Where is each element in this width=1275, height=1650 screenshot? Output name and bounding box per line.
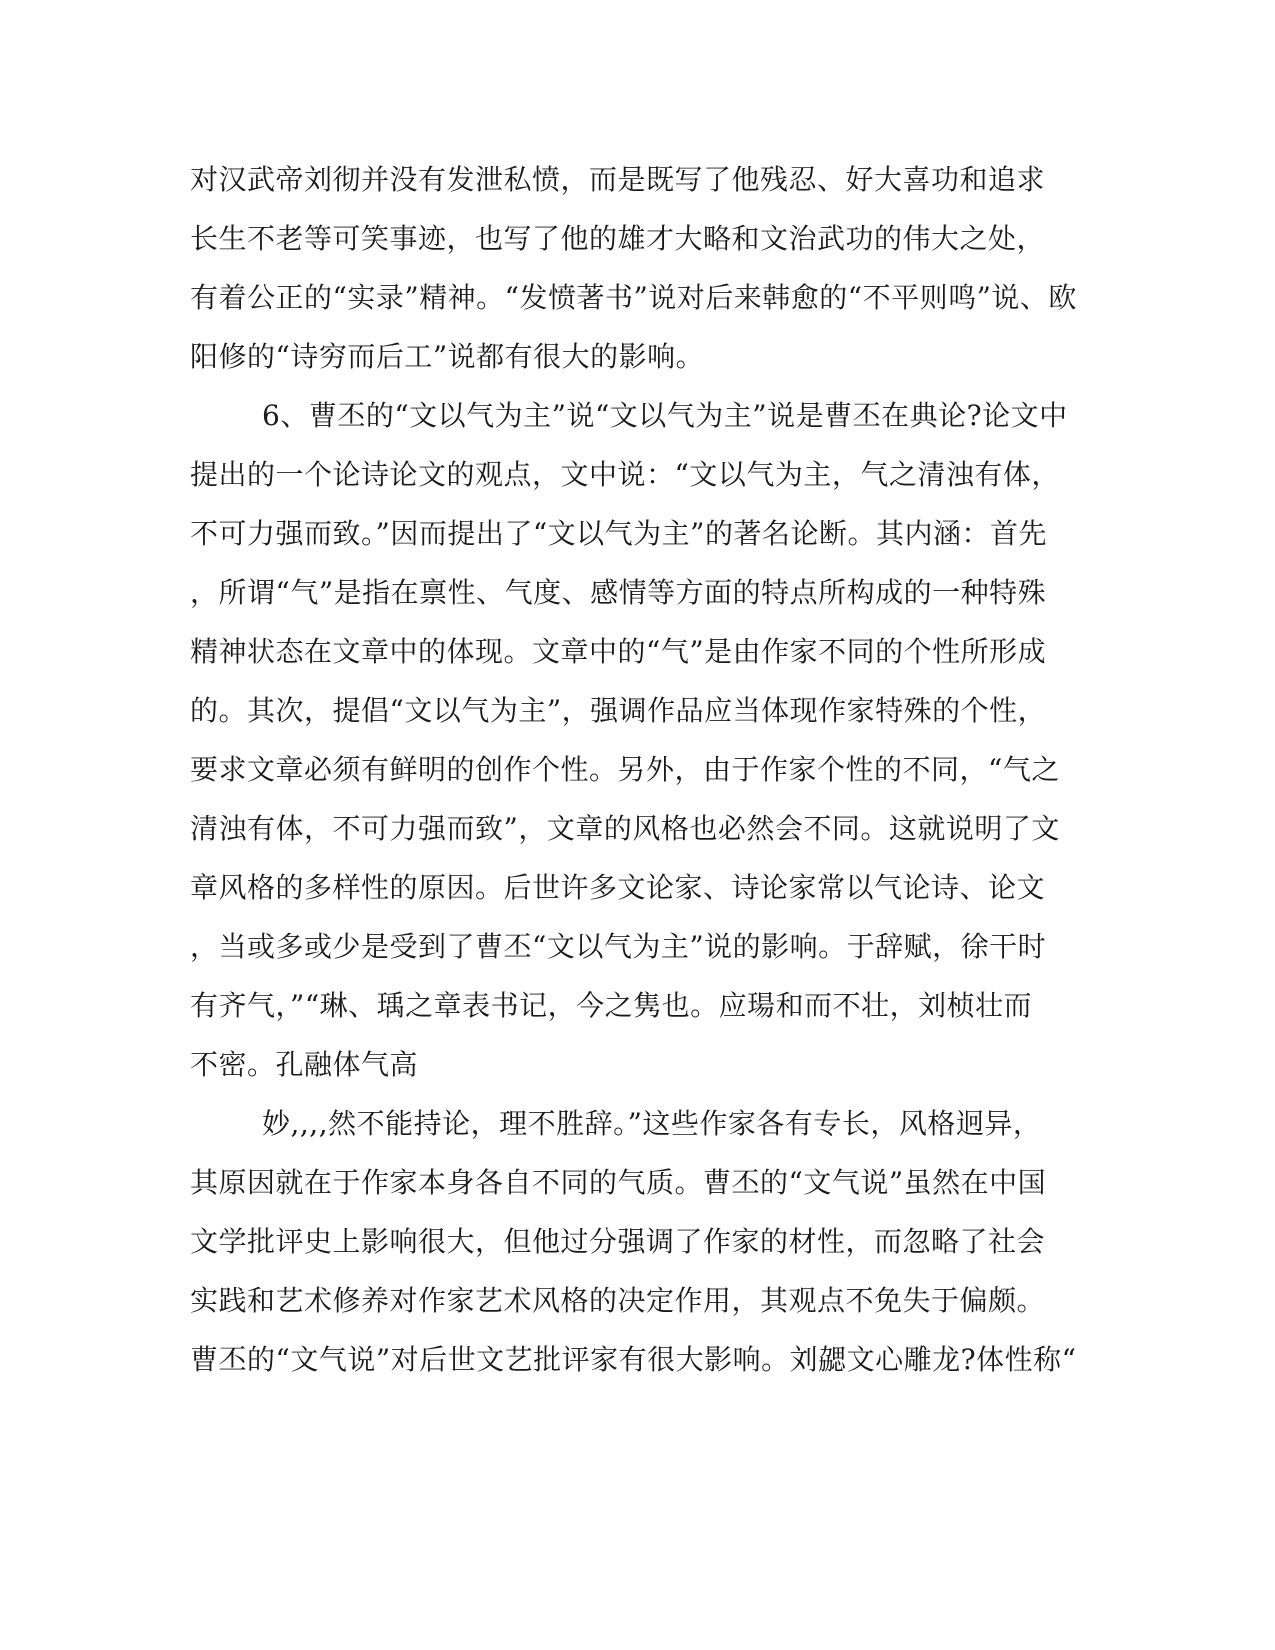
text-line: ，当或多或少是受到了曹丕“文以气为主”说的影响。于辞赋，徐干时 <box>190 930 1047 963</box>
text-line: 要求文章必须有鲜明的创作个性。另外，由于作家个性的不同，“气之 <box>190 753 1060 786</box>
text-line: 阳修的“诗穷而后工”说都有很大的影响。 <box>190 340 705 373</box>
text-line: ，所谓“气”是指在禀性、气度、感情等方面的特点所构成的一种特殊 <box>190 576 1047 609</box>
text-line: 精神状态在文章中的体现。文章中的“气”是由作家不同的个性所形成 <box>190 635 1047 668</box>
text-line: 的。其次，提倡“文以气为主”，强调作品应当体现作家特殊的个性， <box>190 694 1047 727</box>
text-line: 有齐气，”“琳、瑀之章表书记，今之隽也。应瑒和而不壮，刘桢壮而 <box>190 989 1033 1022</box>
text-line: 实践和艺术修养对作家艺术风格的决定作用，其观点不免失于偏颇。 <box>190 1284 1046 1317</box>
text-line: 对汉武帝刘彻并没有发泄私愤，而是既写了他残忍、好大喜功和追求 <box>190 163 1046 196</box>
text-line: 其原因就在于作家本身各自不同的气质。曹丕的“文气说”虽然在中国 <box>190 1166 1047 1199</box>
text-line: 不密。孔融体气高 <box>190 1048 419 1081</box>
text-line: 清浊有体，不可力强而致”，文章的风格也必然会不同。这就说明了文 <box>190 812 1060 845</box>
text-line: 文学批评史上影响很大，但他过分强调了作家的材性，而忽略了社会 <box>190 1225 1046 1258</box>
text-line: 曹丕的“文气说”对后世文艺批评家有很大影响。刘勰文心雕龙?体性称“ <box>190 1343 1077 1376</box>
text-line: 6、曹丕的“文以气为主”说“文以气为主”说是曹丕在典论?论文中 <box>262 399 1068 432</box>
text-line: 妙,,,,然不能持论，理不胜辞。”这些作家各有专长，风格迥异， <box>262 1107 1042 1140</box>
text-line: 不可力强而致。”因而提出了“文以气为主”的著名论断。其内涵：首先 <box>190 517 1047 550</box>
text-line: 章风格的多样性的原因。后世许多文论家、诗论家常以气论诗、论文 <box>190 871 1046 904</box>
text-line: 有着公正的“实录”精神。“发愤著书”说对后来韩愈的“不平则鸣”说、欧 <box>190 281 1077 314</box>
text-line: 长生不老等可笑事迹，也写了他的雄才大略和文治武功的伟大之处， <box>190 222 1046 255</box>
text-line: 提出的一个论诗论文的观点，文中说：“文以气为主，气之清浊有体， <box>190 458 1060 491</box>
